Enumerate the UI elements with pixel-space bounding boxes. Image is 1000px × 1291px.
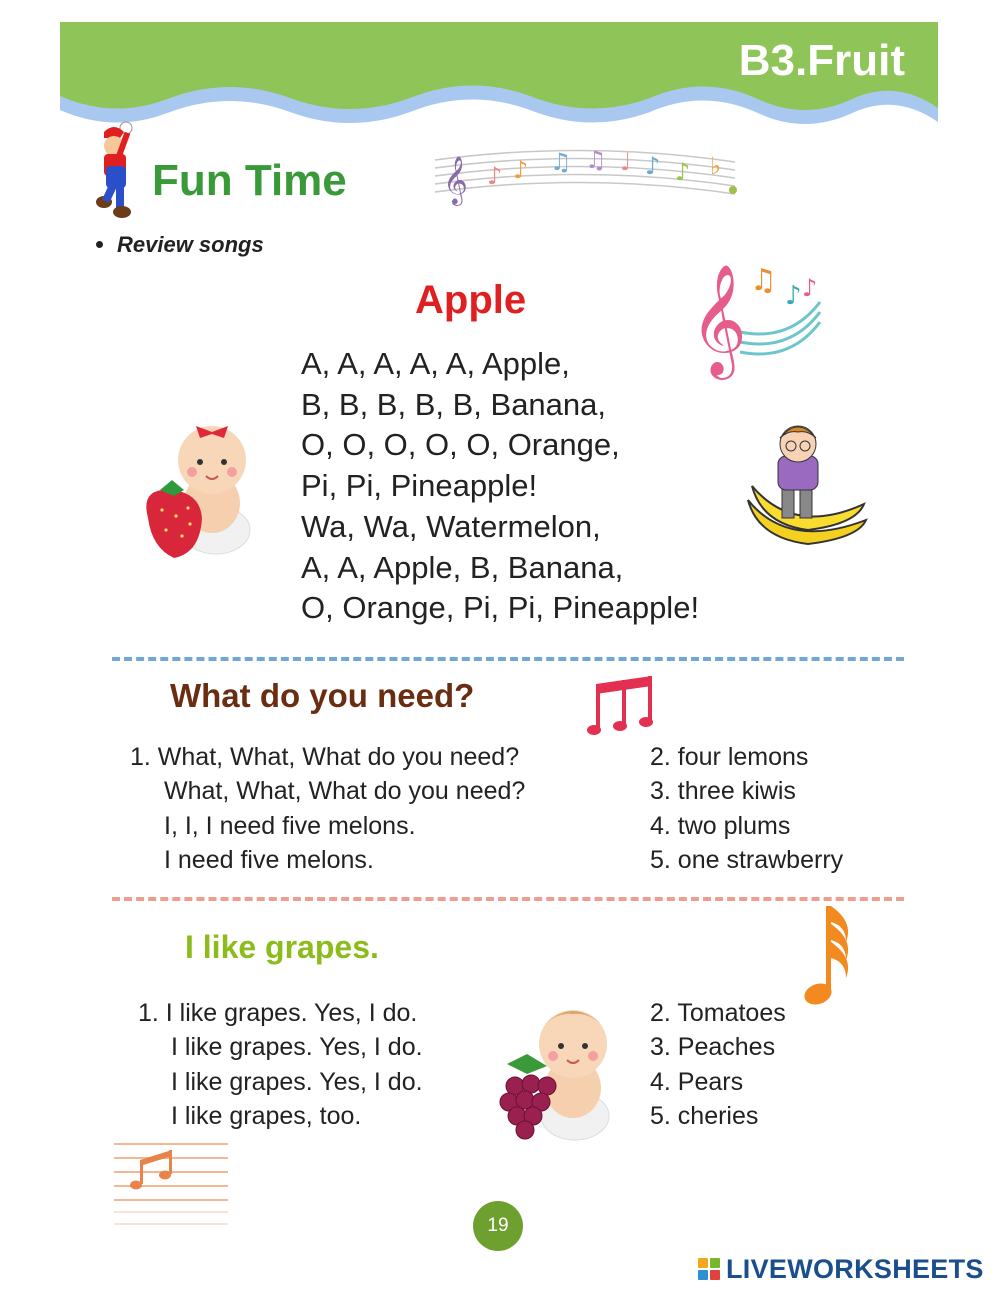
svg-text:♭: ♭ [710,152,722,180]
variation-line: 3. Peaches [650,1033,776,1062]
song-variations-what-do-you-need [650,740,843,877]
eighth-note-icon [802,902,854,1006]
liveworksheets-logo-icon [698,1258,720,1280]
page-number: 19 [473,1201,523,1251]
song-lyrics-i-like-grapes [138,996,423,1133]
lyric-line: I, I, I need five melons. [164,811,416,840]
baby-grapes-icon [497,1004,613,1146]
baby-strawberry-icon [140,418,252,563]
music-staff-icon [435,140,743,215]
svg-text:♪: ♪ [785,281,802,311]
svg-text:♪: ♪ [675,158,691,186]
lyric-line: What, What, What do you need? [164,777,526,806]
svg-text:♪: ♪ [802,274,818,302]
lyric-line: O, O, O, O, O, Orange, [301,427,620,463]
variation-line: 4. two plums [650,811,791,840]
variation-line: 2. four lemons [650,743,809,771]
lyric-line: A, A, Apple, B, Banana, [301,549,624,585]
brand-name: LIVEWORKSHEETS [726,1254,984,1284]
svg-text:♪: ♪ [487,162,503,190]
song-variations-i-like-grapes [650,996,786,1133]
lyric-line: O, Orange, Pi, Pi, Pineapple! [301,590,700,626]
lyric-line: I like grapes. Yes, I do. [171,1033,423,1062]
variation-line: 5. cheries [650,1101,759,1130]
song-lyrics-what-do-you-need [130,740,525,877]
lyric-line: I like grapes, too. [171,1101,362,1130]
song-lyrics-apple [301,344,699,629]
svg-text:♫: ♫ [550,148,572,176]
lyric-line: I like grapes. Yes, I do. [171,1067,423,1096]
song-title-apple: Apple [415,278,527,322]
lyric-line: B, B, B, B, B, Banana, [301,386,607,422]
svg-text:𝄞: 𝄞 [443,155,468,204]
lyric-line: 1. What, What, What do you need? [130,743,520,771]
divider [112,657,904,661]
divider [112,897,904,901]
mario-icon [90,122,138,220]
svg-text:♪: ♪ [513,156,529,184]
review-songs-bullet [96,232,264,258]
lyric-line: A, A, A, A, A, Apple, [301,346,570,381]
treble-clef-icon [690,252,830,375]
lyric-line: Wa, Wa, Watermelon, [301,508,601,544]
svg-text:♫: ♫ [585,146,607,174]
staff-notes-icon [114,1140,228,1230]
variation-line: 5. one strawberry [650,845,844,874]
review-songs-label: Review songs [117,232,264,257]
variation-line: 2. Tomatoes [650,999,786,1027]
song-title-what-do-you-need: What do you need? [170,677,475,714]
svg-text:♩: ♩ [620,148,632,176]
svg-text:♪: ♪ [645,152,661,180]
page-title: B3.Fruit [738,36,905,85]
bullet-icon [96,241,103,248]
section-title: Fun Time [152,156,347,205]
boy-banana-icon [748,420,868,548]
lyric-line: I need five melons. [164,845,374,874]
variation-line: 3. three kiwis [650,777,796,806]
svg-text:♫: ♫ [750,263,777,298]
song-title-i-like-grapes: I like grapes. [185,929,379,965]
lyric-line: 1. I like grapes. Yes, I do. [138,999,418,1027]
beamed-notes-icon [590,672,656,740]
variation-line: 4. Pears [650,1067,744,1096]
svg-text:𝄞: 𝄞 [690,263,747,375]
lyric-line: Pi, Pi, Pineapple! [301,468,538,504]
